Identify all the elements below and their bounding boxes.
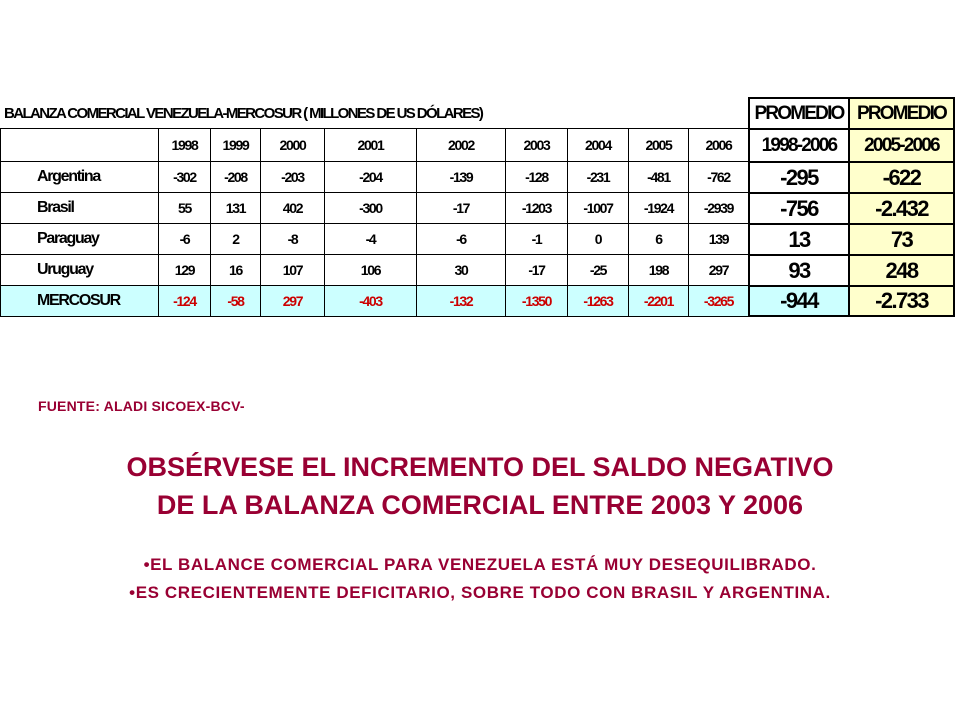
value-cell: 198 [628, 254, 688, 285]
value-cell: -6 [416, 223, 505, 254]
value-cell: 129 [158, 254, 210, 285]
value-cell: 30 [416, 254, 505, 285]
value-cell: -481 [628, 161, 688, 192]
promedio-cell: 13 [748, 223, 848, 254]
value-cell: -2939 [688, 192, 748, 223]
promedio-cell: 93 [748, 254, 848, 285]
promedio-cell: -295 [748, 161, 848, 192]
promedio-cell: -756 [748, 192, 848, 223]
promedio-cell: -2.432 [848, 192, 955, 223]
value-cell: 402 [260, 192, 324, 223]
value-cell: -58 [210, 285, 260, 317]
value-cell: -1263 [567, 285, 628, 317]
year-header: 2003 [505, 128, 567, 161]
headline-line-1: OBSÉRVESE EL INCREMENTO DEL SALDO NEGATIVO [126, 452, 834, 482]
year-header: 1999 [210, 128, 260, 161]
row-label: Paraguay [0, 223, 158, 254]
value-cell: -1350 [505, 285, 567, 317]
value-cell: -300 [324, 192, 416, 223]
value-cell: -124 [158, 285, 210, 317]
value-cell: 131 [210, 192, 260, 223]
value-cell: -6 [158, 223, 210, 254]
value-cell: -403 [324, 285, 416, 317]
promedio-header: PROMEDIO [748, 97, 848, 128]
row-label: Brasil [0, 192, 158, 223]
headline [0, 448, 960, 524]
row-label: Argentina [0, 161, 158, 192]
value-cell: -1924 [628, 192, 688, 223]
value-cell: 297 [688, 254, 748, 285]
headline-line-2: DE LA BALANZA COMERCIAL ENTRE 2003 Y 2006 [156, 490, 804, 520]
value-cell: 107 [260, 254, 324, 285]
year-header: 2005 [628, 128, 688, 161]
row-label: MERCOSUR [0, 285, 158, 317]
value-cell: 139 [688, 223, 748, 254]
header-blank-cell [0, 128, 158, 161]
value-cell: -4 [324, 223, 416, 254]
year-header: 2000 [260, 128, 324, 161]
value-cell: -17 [505, 254, 567, 285]
value-cell: -231 [567, 161, 628, 192]
value-cell: -762 [688, 161, 748, 192]
promedio-cell: -622 [848, 161, 955, 192]
promedio-header: PROMEDIO [848, 97, 955, 128]
promedio-cell: 248 [848, 254, 955, 285]
year-header: 1998 [158, 128, 210, 161]
source-note: FUENTE: ALADI SICOEX-BCV- [38, 398, 245, 414]
value-cell: -25 [567, 254, 628, 285]
value-cell: -3265 [688, 285, 748, 317]
bullet-list [40, 553, 920, 609]
value-cell: -1 [505, 223, 567, 254]
value-cell: -128 [505, 161, 567, 192]
value-cell: -2201 [628, 285, 688, 317]
value-cell: -17 [416, 192, 505, 223]
value-cell: -302 [158, 161, 210, 192]
value-cell: 0 [567, 223, 628, 254]
value-cell: -132 [416, 285, 505, 317]
row-label: Uruguay [0, 254, 158, 285]
value-cell: 106 [324, 254, 416, 285]
value-cell: -203 [260, 161, 324, 192]
balance-table [0, 0, 960, 330]
value-cell: -208 [210, 161, 260, 192]
year-header: 2001 [324, 128, 416, 161]
value-cell: -1203 [505, 192, 567, 223]
table-title: BALANZA COMERCIAL VENEZUELA-MERCOSUR ( MILLONES DE US DÓLARES) [4, 104, 483, 122]
value-cell: -139 [416, 161, 505, 192]
value-cell: -1007 [567, 192, 628, 223]
promedio-range-header: 2005-2006 [848, 128, 955, 161]
bullet-item: •EL BALANCE COMERCIAL PARA VENEZUELA ESTÁ MUY DESEQUILIBRADO. [143, 555, 817, 574]
value-cell: -204 [324, 161, 416, 192]
value-cell: 16 [210, 254, 260, 285]
value-cell: 2 [210, 223, 260, 254]
promedio-range-header: 1998-2006 [748, 128, 848, 161]
promedio-cell: -2.733 [848, 285, 955, 317]
year-header: 2006 [688, 128, 748, 161]
bullet-item: •ES CRECIENTEMENTE DEFICITARIO, SOBRE TODO CON BRASIL Y ARGENTINA. [129, 583, 831, 602]
year-header: 2004 [567, 128, 628, 161]
value-cell: 55 [158, 192, 210, 223]
value-cell: -8 [260, 223, 324, 254]
promedio-cell: 73 [848, 223, 955, 254]
year-header: 2002 [416, 128, 505, 161]
value-cell: 6 [628, 223, 688, 254]
value-cell: 297 [260, 285, 324, 317]
promedio-cell: -944 [748, 285, 848, 317]
